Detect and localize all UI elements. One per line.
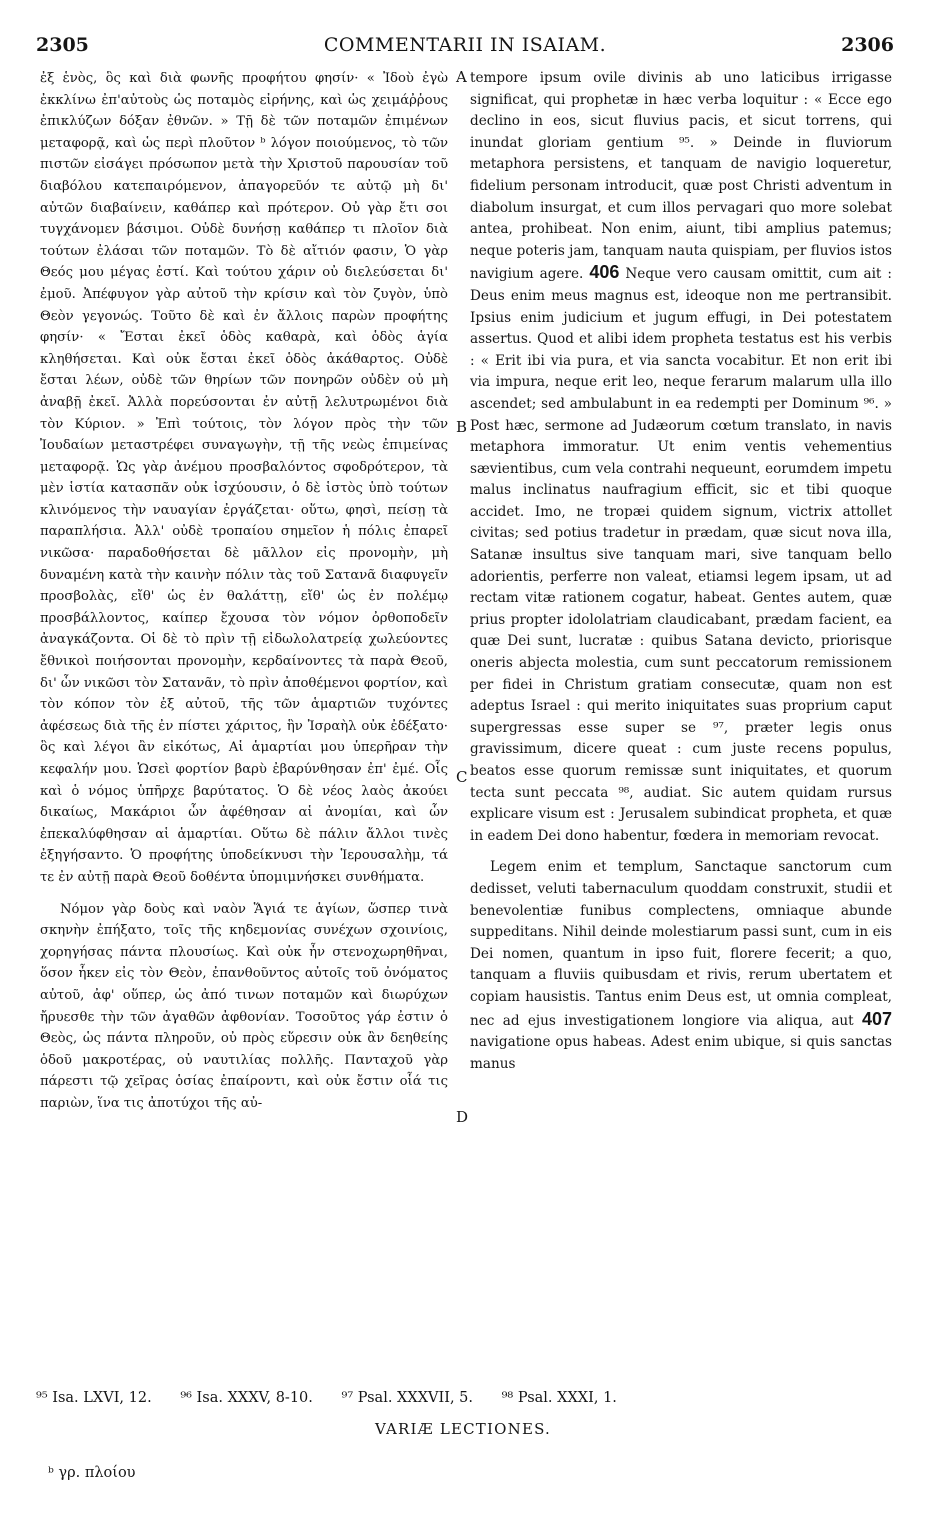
page-number-left: 2305 — [36, 34, 89, 56]
footnote-97: ⁹⁷ Psal. XXXVII, 5. — [341, 1390, 473, 1406]
latin-text-1b: Neque vero causam omittit, cum ait : Deus enim meus magnus est, ideoque non me pertransibit. Ipsius enim judicium et jugum effugi, in Dei potestatem assertus. Quod et alibi idem propheta testatus est his verbis : « Erit ibi via pura, et via sancta vocabitur. Et non erit ibi via impura, neque erit leo, neque ferarum malarum ulla illo ascendet; sed ambulabunt in ea redempti per Dominum ⁹⁶. » Post hæc, sermone ad Judæorum cœtum translato, in navis metaphora immoratur. Ut enim ventis vehementius sævientibus, cum vela contrahi nequeunt, eorumdem impetu malus inclinatus naufragium efficit, sic et tibi quoque accidet. Imo, ne tropæi quidem signum, victrix attollet civitas; sed potius tradetur in prædam, quæ sicut nova illa, Satanæ insultus sive tanquam mari, sive tanquam bello adorientis, perferre non valeat, etiamsi legem ipsam, ut ad rectam vitæ rationem cogatur, habeat. Gentes autem, quæ prius propter idololatriam claudicabant, prædam facient, ea quæ Dei sunt, lucratæ : quibus Satana devicto, priorisque oneris abjecta molestia, cum sunt peccatorum remissionem per fidei in Christum gratiam consecutæ, quam non est adeptus Israel : qui merito iniquitates suas proprium caput supergressas esse super se ⁹⁷, præter legis onus gravissimum, dicere queat : cum juste recens populus, beatos esse quorum remissæ sunt iniquitates, et quorum tecta sunt peccata ⁹⁸, audiat. Sic autem quidam rursus explicare visum est : Jerusalem subindicat propheta, et quæ in eadem Dei dono habentur, fœdera in memoriam revocat. — [470, 266, 892, 844]
latin-text-2b: navigatione opus habeas. Adest enim ubique, si quis sanctas manus — [470, 1034, 892, 1072]
paragraph-gap — [40, 889, 448, 899]
running-title: COMMENTARII IN ISAIAM. — [323, 34, 607, 56]
footnote-98: ⁹⁸ Psal. XXXI, 1. — [501, 1390, 617, 1406]
footnote-96: ⁹⁶ Isa. XXXV, 8-10. — [180, 1390, 313, 1406]
margin-marker-c: C — [456, 768, 468, 786]
greek-paragraph-2: Νόμον γὰρ δοὺς καὶ ναὸν Ἅγιά τε ἁγίων, ὥσπερ τινὰ σκηνὴν ἐπήξατο, τοῖς τῆς κηδεμονίας συνέχων σχοινίοις, χορηγήσας πάντα πλουσίως. Καὶ οὐκ ἦν στενοχωρηθῆναι, ὅσον ἧκεν εἰς τὸν Θεὸν, ἐπανθοῦντος αὐτοῖς τοῦ ὀνόματος αὐτοῦ, ἀφ' οὕπερ, ὡς ἀπό τινων ποταμῶν καὶ διωρύχων ἤρυεσθε τὴν τῶν ἀγαθῶν ἀφθονίαν. Τοσοῦτος γάρ ἐστιν ὁ Θεὸς, ὡς πάντα πληροῦν, οὐ πρὸς εὕρεσιν οὐκ ἂν δεηθείης ὁδοῦ μακροτέρας, οὐ ναυτιλίας πολλῆς. Πανταχοῦ γὰρ πάρεστι τῷ χεῖρας ὁσίας ἐπαίροντι, καὶ οὐκ ἔστιν οἷά τις παριὼν, ἵνα τις ἀποτύχοι τῆς αὐ- — [40, 901, 448, 1111]
page-number-right: 2306 — [841, 34, 894, 56]
column-number-407: 407 — [861, 1008, 892, 1029]
variant-note: ᵇ γρ. πλοίου — [48, 1465, 136, 1481]
latin-paragraph-1 — [470, 68, 892, 847]
greek-column — [40, 68, 448, 1115]
greek-paragraph-1: ἐξ ἑνὸς, ὃς καὶ διὰ φωνῆς προφήτου φησίν· « Ἰδοὺ ἐγὼ ἐκκλίνω ἐπ'αὐτοὺς ὡς ποταμὸς εἰρήνης, καὶ ὡς χειμάῤῥους ἐπικλύζων δόξαν ἐθνῶν. » Τῇ δὲ τῶν ποταμῶν ἐπιμένων μεταφορᾷ, καὶ ὡς περὶ πλοῦτον ᵇ λόγον ποιούμενος, τὸ τῶν πιστῶν εἰσάγει πρόσωπον μετὰ τὴν Χριστοῦ παρουσίαν τοῦ διαβόλου κατεπαιρόμενον, ἀπαγορεῦόν τε αὐτῷ μὴ δι' αὐτῶν διαβαίνειν, καθάπερ καὶ πρότερον. Οὐ γὰρ ἔτι σοι τυγχάνομεν βάσιμοι. Οὐδὲ δυνήσῃ καθάπερ τι πλοῖον διὰ τούτων ἐλάσαι τῶν ποταμῶν. Τὸ δὲ αἴτιόν φασιν, Ὁ γὰρ Θεός μου μέγας ἐστί. Καὶ τούτου χάριν οὐ διελεύσεται δι' ἐμοῦ. Ἀπέφυγον γὰρ αὐτοῦ τὴν κρίσιν καὶ τὸν ζυγὸν, ὑπὸ Θεὸν γεγονώς. Τοῦτο δὲ καὶ ἐν ἄλλοις παρὼν προφήτης φησίν· « Ἔσται ἐκεῖ ὁδὸς καθαρὰ, καὶ ὁδὸς ἁγία κληθήσεται. Καὶ οὐκ ἔσται ἐκεῖ ὁδὸς ἀκάθαρτος. Οὐδὲ ἔσται λέων, οὐδὲ τῶν θηρίων τῶν πονηρῶν οὐδὲν οὐ μὴ ἀναβῇ ἐκεῖ. Ἀλλὰ πορεύσονται ἐν αὐτῇ λελυτρωμένοι διὰ τὸν Κύριον. » Ἐπὶ τούτοις, τὸν λόγον πρὸς τὴν τῶν Ἰουδαίων μεταστρέφει συναγωγὴν, τῇ τῆς νεὼς ἐπιμείνας μεταφορᾷ. Ὡς γὰρ ἀνέμου προσβαλόντος σφοδρότερον, τὰ μὲν ἱστία κατασπᾶν οὐκ ἰσχύουσιν, ὁ δὲ ἱστὸς ὑπὸ τούτων κλινόμενος τὴν ναυαγίαν ἐργάζεται· οὕτω, φησὶ, πείσῃ τὰ παραπλήσια. Ἀλλ' οὐδὲ τροπαίου σημεῖον ἡ πόλις ἐπαρεῖ νικῶσα· παραδοθήσεται δὲ μᾶλλον εἰς προνομὴν, μὴ δυναμένη κατὰ τὴν καινὴν πόλιν τὰς τοῦ Σατανᾶ διαφυγεῖν προσβολὰς, εἴθ' ὡς ἐν θαλάττῃ, εἴθ' ὡς ἐν πολέμῳ προσβάλλοντος, καίπερ ἔχουσα τὸν νόμον ὀρθοποδεῖν ἀναγκάζοντα. Οἱ δὲ τὸ πρὶν τῇ εἰδωλολατρείᾳ χωλεύοντες ἔθνικοὶ ποιήσονται προνομὴν, κερδαίνοντες τὰ παρὰ Θεοῦ, δι' ὧν νικῶσι τὸν Σατανᾶν, τὸ πρὶν ἀποθέμενοι φορτίον, καὶ τὸν κόπον τὸν ἐξ αὐτοῦ, τῆς τῶν ἁμαρτιῶν τυχόντες ἀφέσεως διὰ τῆς ἐν πίστει χάριτος, ἣν Ἰσραὴλ οὐκ ἐδέξατο· ὃς καὶ λέγοι ἂν εἰκότως, Αἱ ἁμαρτίαι μου ὑπερῆραν τὴν κεφαλήν μου. Ὡσεὶ φορτίον βαρὺ ἐβαρύνθησαν ἐπ' ἐμέ. Οἷς καὶ ὁ νόμος ὑπῆρχε βαρύτατος. Ὁ δὲ νέος λαὸς ἀκούει δικαίως, Μακάριοι ὧν ἀφέθησαν αἱ ἀνομίαι, καὶ ὧν ἐπεκαλύφθησαν αἱ ἁμαρτίαι. Οὕτω δὲ πάλιν ἄλλοι τινὲς ἐξηγήσαντο. Ὁ προφήτης ὑποδείκνυσι τὴν Ἱερουσαλὴμ, τά τε ἐν αὐτῇ παρὰ Θεοῦ δοθέντα ὑπομιμνήσκει συνθήματα. — [40, 71, 448, 885]
latin-text-1a: tempore ipsum ovile divinis ab uno laticibus irrigasse significat, qui prophetæ in hæc verba loquitur : « Ecce ego declino in eos, sicut fluvius pacis, et sicut torrens, qui inundat gloriam gentium ⁹⁵. » Deinde in fluviorum metaphora persistens, et tanquam de navigio loqueretur, fidelium personam introducit, quæ post Christi adventum in diabolum insurgat, et cum illos pervagari quo more solebat antea, prohibeat. Non enim, aiunt, tibi amplius patemus; neque poteris jam, tanquam nauta quispiam, per fluvios istos navigium agere. — [470, 70, 892, 283]
latin-paragraph-2 — [470, 857, 892, 1075]
margin-marker-b: B — [456, 418, 468, 436]
page-header — [36, 34, 894, 58]
margin-marker-a: A — [456, 68, 467, 86]
column-number-406: 406 — [589, 262, 620, 283]
latin-text-2a: Legem enim et templum, Sanctaque sanctorum cum dedisset, veluti tabernaculum quoddam construxit, studii et benevolentiæ funibus complectens, omniaque abunde suppeditans. Nihil deinde molestiarum passi sunt, cum in eis Dei nomen, quantum in ipso fuit, florere fecerit; a quo, tanquam a fluviis quibusdam et rivis, rerum ubertatem et copiam hausistis. Tantus enim Deus est, ut omnia compleat, nec ad ejus investigationem longiore via aliqua, aut — [470, 859, 892, 1029]
footnote-95: ⁹⁵ Isa. LXVI, 12. — [36, 1390, 152, 1406]
margin-marker-d: D — [456, 1108, 469, 1126]
paragraph-gap — [470, 847, 892, 857]
variae-lectiones-heading: VARIÆ LECTIONES. — [374, 1420, 552, 1438]
latin-column — [470, 68, 892, 1075]
footnotes — [36, 1390, 896, 1406]
